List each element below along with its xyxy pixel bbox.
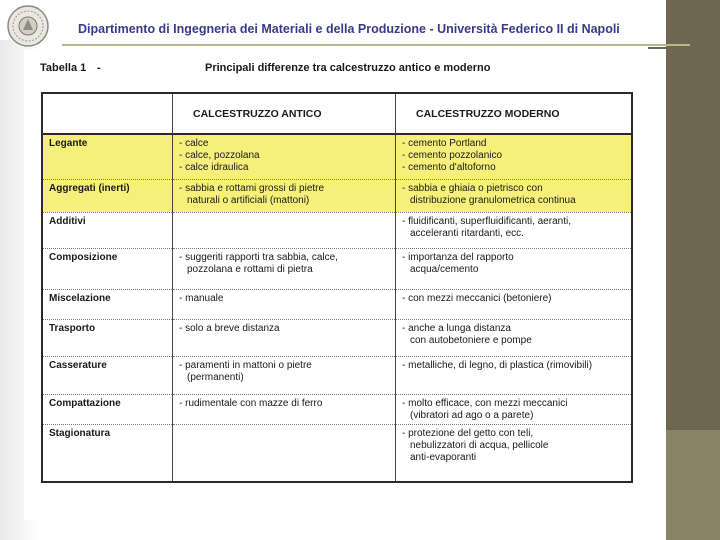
table-row-trasporto xyxy=(42,319,632,356)
table-caption-dash: - xyxy=(97,62,101,74)
row-label: Additivi xyxy=(42,212,173,248)
moderno-cell xyxy=(396,319,633,356)
row-label: Trasporto xyxy=(42,319,173,356)
university-seal-icon xyxy=(6,4,50,48)
cell-line: - suggeriti rapporti tra sabbia, calce, xyxy=(179,251,338,263)
table-header-row xyxy=(42,93,632,134)
cell-line: distribuzione granulometrica continua xyxy=(410,194,576,206)
antico-cell xyxy=(173,394,396,424)
header-divider-accent xyxy=(648,47,690,49)
cell-line: (permanenti) xyxy=(187,371,244,383)
right-decor-band-low xyxy=(666,430,720,540)
row-label: Legante xyxy=(42,134,173,179)
cell-line: anti-evaporanti xyxy=(410,451,477,463)
cell-line: pozzolana e rottami di pietra xyxy=(187,263,313,275)
antico-cell xyxy=(173,289,396,319)
antico-cell xyxy=(173,356,396,394)
cell-line: - anche a lunga distanza xyxy=(402,322,511,334)
moderno-cell xyxy=(396,424,633,482)
antico-cell xyxy=(173,319,396,356)
table-caption-label: Tabella 1 xyxy=(40,62,87,74)
row-label: Miscelazione xyxy=(42,289,173,319)
moderno-cell xyxy=(396,356,633,394)
moderno-cell xyxy=(396,394,633,424)
cell-line: - importanza del rapporto xyxy=(402,251,514,263)
comparison-table xyxy=(41,92,633,483)
cell-line: - manuale xyxy=(179,292,224,304)
header-divider xyxy=(62,44,690,46)
cell-line: con autobetoniere e pompe xyxy=(410,334,532,346)
moderno-cell xyxy=(396,248,633,289)
row-label: Aggregati (inerti) xyxy=(42,179,173,212)
header-title: Dipartimento di Ingegneria dei Materiali e della Produzione - Università Federico II di Napoli xyxy=(78,22,620,36)
cell-line: - paramenti in mattoni o pietre xyxy=(179,359,312,371)
table-row-miscelazione xyxy=(42,289,632,319)
moderno-cell xyxy=(396,212,633,248)
moderno-cell xyxy=(396,179,633,212)
cell-line: - calce, pozzolana xyxy=(179,150,260,161)
table-row-compattazione xyxy=(42,394,632,424)
table-row-composizione xyxy=(42,248,632,289)
antico-cell xyxy=(173,134,396,179)
cell-line: (vibratori ad ago o a parete) xyxy=(410,409,534,421)
cell-line: nebulizzatori di acqua, pellicole xyxy=(410,439,549,451)
cell-line: - sabbia e ghiaia o pietrisco con xyxy=(402,182,543,194)
table-row-stagionatura xyxy=(42,424,632,482)
cell-line: - metalliche, di legno, di plastica (rimovibili) xyxy=(402,359,593,371)
moderno-cell xyxy=(396,134,633,179)
table-row-aggregati xyxy=(42,179,632,212)
cell-line: acceleranti ritardanti, ecc. xyxy=(410,227,524,239)
cell-line: - con mezzi meccanici (betoniere) xyxy=(402,292,552,304)
cell-line: - molto efficace, con mezzi meccanici xyxy=(402,397,568,409)
cell-line: - fluidificanti, superfluidificanti, aeranti, xyxy=(402,215,571,227)
table-row-legante xyxy=(42,134,632,179)
row-label: Casserature xyxy=(42,356,173,394)
moderno-cell xyxy=(396,289,633,319)
cell-line: - rudimentale con mazze di ferro xyxy=(179,397,323,409)
header-cell-antico: CALCESTRUZZO ANTICO xyxy=(173,93,396,134)
cell-line: - cemento Portland xyxy=(402,138,487,149)
cell-line: - solo a breve distanza xyxy=(179,322,280,334)
cell-line: - protezione del getto con teli, xyxy=(402,427,534,439)
table-row-casserature xyxy=(42,356,632,394)
cell-line: - calce xyxy=(179,138,209,149)
antico-cell xyxy=(173,424,396,482)
row-label: Stagionatura xyxy=(42,424,173,482)
cell-line: - sabbia e rottami grossi di pietre xyxy=(179,182,325,194)
antico-cell xyxy=(173,248,396,289)
cell-line: - cemento d'altoforno xyxy=(402,162,496,173)
antico-cell xyxy=(173,212,396,248)
header-cell-empty xyxy=(42,93,173,134)
row-label: Compattazione xyxy=(42,394,173,424)
table-row-additivi xyxy=(42,212,632,248)
cell-line: naturali o artificiali (mattoni) xyxy=(187,194,310,206)
table-caption-title: Principali differenze tra calcestruzzo antico e moderno xyxy=(205,62,491,74)
row-label: Composizione xyxy=(42,248,173,289)
cell-line: - cemento pozzolanico xyxy=(402,150,503,161)
cell-line: acqua/cemento xyxy=(410,263,479,275)
antico-cell xyxy=(173,179,396,212)
cell-line: - calce idraulica xyxy=(179,162,249,173)
header-cell-moderno: CALCESTRUZZO MODERNO xyxy=(396,93,633,134)
